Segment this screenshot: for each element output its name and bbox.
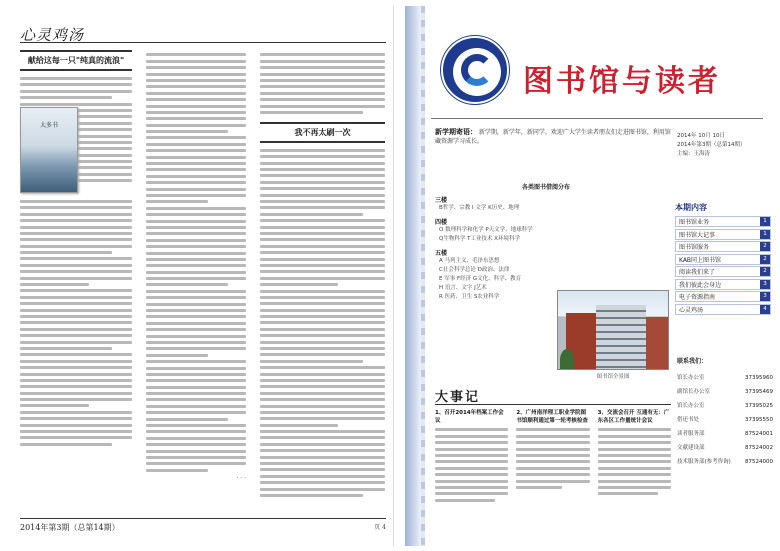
toc-item-page: 3 xyxy=(760,280,770,289)
photo-caption: 图书馆全景图 xyxy=(596,374,630,380)
toc-item[interactable] xyxy=(675,304,771,315)
article-text xyxy=(20,200,132,446)
toc-item[interactable] xyxy=(675,229,771,240)
toc-item-page: 2 xyxy=(760,242,770,251)
event-text xyxy=(598,428,671,495)
resource-item: C社会科学总论 D政治、法律 xyxy=(439,267,510,273)
event-heading: 3、交流会召开 互通有无：广东各区工作量统计会议 xyxy=(597,410,670,424)
toc-item-label: 电子资源指南 xyxy=(679,294,716,301)
article-text xyxy=(260,53,385,114)
article-heading: 献给这每一只"纯真的流浪" xyxy=(20,50,132,71)
signature: · · · xyxy=(236,475,246,483)
event-item xyxy=(435,409,508,505)
event-text xyxy=(516,428,589,489)
resource-item: R 医药、卫生 S农业科学 xyxy=(439,294,500,300)
toc-item-label: 心灵鸡汤 xyxy=(679,306,704,314)
building-center xyxy=(596,305,646,370)
toc-item-page: 1 xyxy=(760,230,770,239)
logo-swoosh xyxy=(461,54,493,86)
resource-item: Q生物科学 T工业技术 X环境科学 xyxy=(439,236,520,242)
contacts-title: 联系我们： xyxy=(677,358,708,365)
left-column-3 xyxy=(260,50,385,500)
footer-page-number: 页 4 xyxy=(374,524,386,531)
contact-row xyxy=(677,413,773,427)
resource-group-name: 五楼 xyxy=(435,250,448,257)
issue-date: 2014年 10月 10日 xyxy=(677,133,725,139)
issue-info xyxy=(677,132,771,159)
toc-item-page: 2 xyxy=(760,267,770,276)
toc-item-page: 3 xyxy=(760,292,770,301)
article-text xyxy=(20,77,132,99)
contact-phone: 37395469 xyxy=(745,389,773,395)
toc-item-page: 2 xyxy=(760,255,770,264)
toc-item-page: 4 xyxy=(760,305,770,314)
contact-label: 副馆长办公室 xyxy=(677,389,711,395)
toc-item-label: 图书馆服务 xyxy=(679,244,710,251)
event-heading: 2、广州南洋理工职业学院图书馆顺利通过第一轮考核检查 xyxy=(516,410,588,424)
resource-item: H 语言、文字 J艺术 xyxy=(439,285,487,291)
event-text xyxy=(435,428,508,501)
footer-issue: 2014年第3期（总第14期） xyxy=(20,523,120,532)
contact-phone: 87524002 xyxy=(745,445,773,451)
issue-number: 2014年第3期（总第14期） xyxy=(677,142,746,148)
book-cover-image xyxy=(20,107,78,193)
toc-item[interactable] xyxy=(675,291,771,302)
contact-label: 技术服务部(参考咨询) xyxy=(677,459,731,465)
contact-row xyxy=(677,385,773,399)
contact-phone: 37395025 xyxy=(745,403,773,409)
resource-item: A 马列主义、毛泽东思想 xyxy=(439,258,500,264)
toc-item-label: KAB同上图书馆 xyxy=(679,256,722,264)
resource-item: E 军事 F经济 G文化、科学、教育 xyxy=(439,276,522,282)
contact-row xyxy=(677,455,773,469)
toc-item-label: 图书馆大记事 xyxy=(679,231,716,239)
book-title: 太多书 xyxy=(39,121,58,129)
page-footer xyxy=(20,518,386,533)
welcome-text: 新学期，新学年，新同学。欢迎广大学生读者朋友们走进图书馆，利用馆藏资源学习成长。 xyxy=(435,129,671,145)
toc-item[interactable] xyxy=(675,254,771,265)
toc-item-label: 我们彼此会身边 xyxy=(679,281,722,289)
contacts-section xyxy=(677,356,773,469)
contact-phone: 87524001 xyxy=(745,431,773,437)
resource-item: O 数理科学和化学 P天文学、地球科学 xyxy=(439,227,533,233)
left-column-2 xyxy=(146,50,246,482)
events-rule xyxy=(435,404,671,405)
events-title: 大事记 xyxy=(435,390,481,405)
issue-editor: 主编：王海涛 xyxy=(677,151,711,157)
welcome-message xyxy=(435,128,671,146)
event-heading: 1、召开2014年档案工作会议 xyxy=(435,410,504,424)
article-text xyxy=(260,149,385,497)
contact-label: 馆长办公室 xyxy=(677,375,705,381)
contact-row xyxy=(677,371,773,385)
toc-item-label: 图书馆业务 xyxy=(679,219,710,226)
event-item xyxy=(516,409,589,505)
tree xyxy=(560,349,574,370)
resource-group-name: 三楼 xyxy=(435,197,448,204)
left-page xyxy=(6,6,394,546)
masthead-title: 图书馆与读者 xyxy=(523,64,721,99)
resource-group-name: 四楼 xyxy=(435,219,448,226)
toc-item-page: 1 xyxy=(760,217,770,226)
toc-item[interactable] xyxy=(675,241,771,252)
left-column-1 xyxy=(20,50,132,449)
college-logo-icon xyxy=(441,36,509,104)
article-text xyxy=(146,53,246,471)
contact-phone: 37395960 xyxy=(745,375,773,381)
right-page xyxy=(405,6,773,546)
contact-label: 文献建设部 xyxy=(677,445,705,451)
toc-item[interactable] xyxy=(675,216,771,227)
contact-row xyxy=(677,441,773,455)
toc-title: 本期内容 xyxy=(675,203,707,212)
contact-phone: 87524000 xyxy=(745,459,773,465)
toc-item-label: 阅读我们来了 xyxy=(679,269,716,276)
contact-label: 读者服务部 xyxy=(677,431,705,437)
welcome-label: 新学期寄语： xyxy=(435,128,477,136)
contact-label: 馆长办公室 xyxy=(677,403,705,409)
event-item xyxy=(598,409,671,505)
top-rule xyxy=(20,42,386,43)
binding-spine xyxy=(405,6,421,546)
contact-row xyxy=(677,399,773,413)
contact-row xyxy=(677,427,773,441)
resource-title: 各类图书借阅分布 xyxy=(521,184,570,191)
toc-item[interactable] xyxy=(675,266,771,277)
resource-item: B哲学、宗教 I 文学 K历史、地理 xyxy=(439,205,520,211)
section-brand: 心灵鸡汤 xyxy=(20,26,85,44)
masthead-rule xyxy=(431,118,763,119)
table-of-contents xyxy=(675,202,771,316)
article-heading: 我不再太刷一次 xyxy=(260,122,385,143)
contact-phone: 37395550 xyxy=(745,417,773,423)
library-building-photo xyxy=(557,290,669,370)
building-wing-right xyxy=(646,317,669,370)
contact-label: 借还书处 xyxy=(677,417,700,423)
toc-item[interactable] xyxy=(675,279,771,290)
events-list xyxy=(435,409,671,505)
